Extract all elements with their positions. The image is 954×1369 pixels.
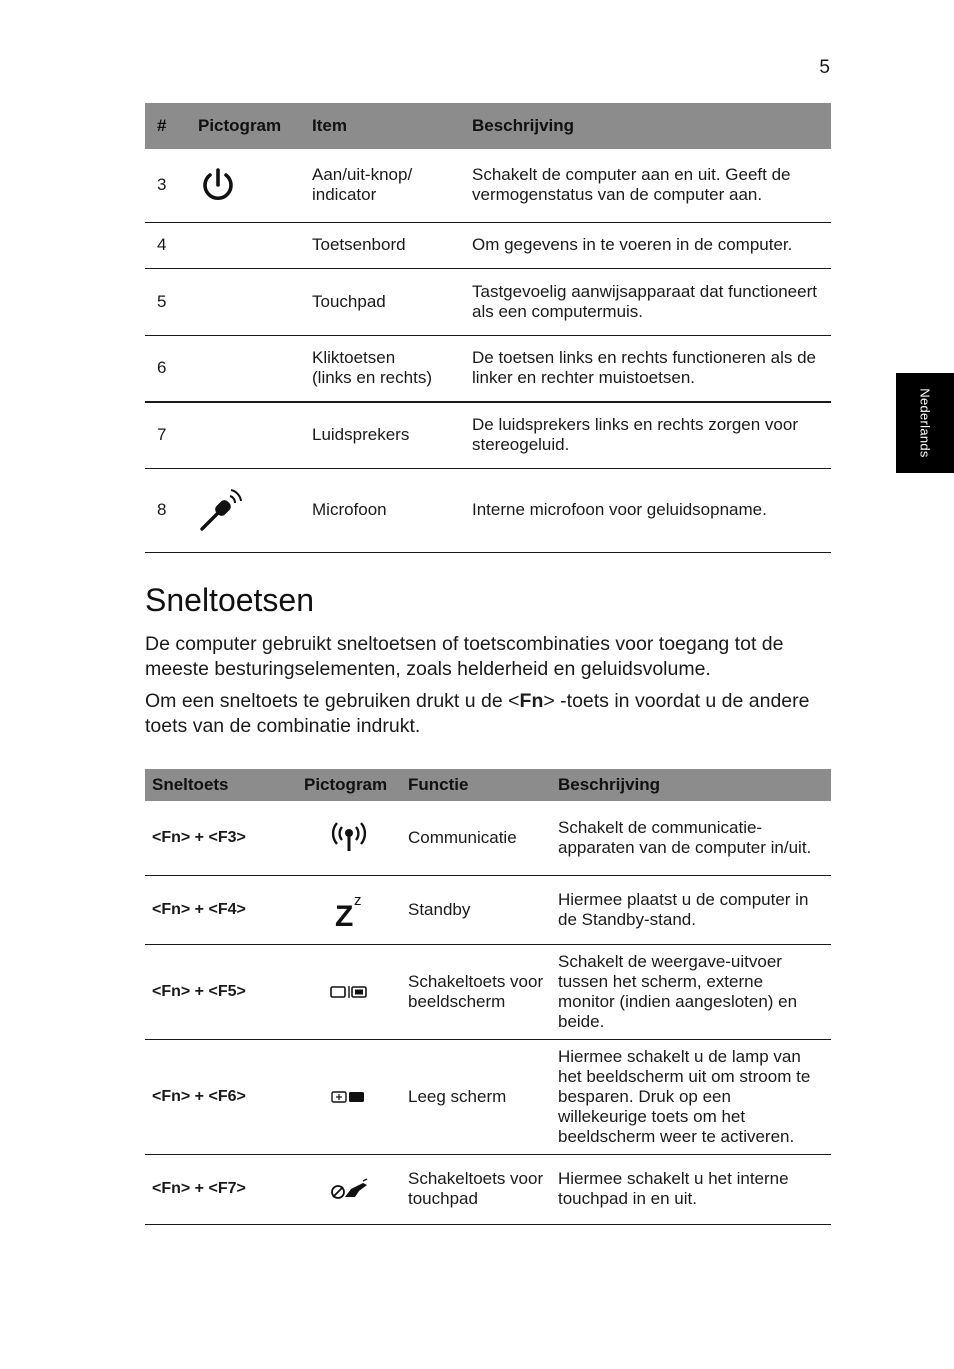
table-row xyxy=(145,1039,831,1154)
row-num: 7 xyxy=(145,402,186,468)
table-header-row xyxy=(145,103,831,149)
row-key: <Fn> + <F7> xyxy=(145,1154,297,1224)
header-icon: Pictogram xyxy=(186,103,300,149)
row-item: Touchpad xyxy=(300,268,460,335)
header-desc: Beschrijving xyxy=(551,769,831,801)
row-func: Standby xyxy=(401,875,551,944)
intro-paragraph: De computer gebruikt sneltoetsen of toetscombinaties voor toegang tot de meeste besturingselementen, zoals helderheid en geluidsvolume. xyxy=(145,633,784,680)
page-number: 5 xyxy=(819,57,830,78)
row-num: 8 xyxy=(145,468,186,552)
row-key: <Fn> + <F5> xyxy=(145,944,297,1039)
row-desc: Schakelt de weergave-uitvoer tussen het scherm, externe monitor (indien aangesloten) en beide. xyxy=(551,944,831,1039)
table-header-row xyxy=(145,769,831,801)
row-num: 5 xyxy=(145,268,186,335)
section-title: Sneltoetsen xyxy=(145,582,315,618)
row-func: Communicatie xyxy=(401,801,551,875)
row-desc: Schakelt de computer aan en uit. Geeft de vermogenstatus van de computer aan. xyxy=(460,149,831,222)
table-row xyxy=(145,1154,831,1224)
table-row xyxy=(145,222,831,268)
row-num: 4 xyxy=(145,222,186,268)
sleep-icon xyxy=(331,891,367,930)
row-key: <Fn> + <F4> xyxy=(145,875,297,944)
instruction-paragraph xyxy=(145,689,845,739)
screen-blank-icon xyxy=(329,1087,369,1106)
table-row xyxy=(145,149,831,222)
row-item: Microfoon xyxy=(300,468,460,552)
row-item: Kliktoetsen (links en rechts) xyxy=(300,335,460,402)
row-key: <Fn> + <F6> xyxy=(145,1039,297,1154)
microphone-icon xyxy=(198,499,248,518)
instruction-text-end: > -toets in voordat u de andere toets van de combinatie indrukt. xyxy=(145,690,810,737)
fn-key-label: Fn xyxy=(519,690,544,712)
row-desc: De luidsprekers links en rechts zorgen voor stereogeluid. xyxy=(460,402,831,468)
touchpad-toggle-icon xyxy=(329,1178,369,1197)
row-desc: Schakelt de communicatie-apparaten van de computer in/uit. xyxy=(551,801,831,875)
svg-text:Z: Z xyxy=(335,899,354,930)
table-row xyxy=(145,944,831,1039)
power-icon xyxy=(198,175,238,194)
row-item: Luidsprekers xyxy=(300,402,460,468)
header-num: # xyxy=(145,103,186,149)
row-desc: De toetsen links en rechts functioneren als de linker en rechter muistoetsen. xyxy=(460,335,831,402)
row-item: Toetsenbord xyxy=(300,222,460,268)
row-func: Schakeltoets voor beeldscherm xyxy=(401,944,551,1039)
row-func: Leeg scherm xyxy=(401,1039,551,1154)
components-table xyxy=(145,103,831,553)
instruction-text-start: Om een sneltoets te gebruiken drukt u de < xyxy=(145,690,520,712)
header-key: Sneltoets xyxy=(145,769,297,801)
row-desc: Interne microfoon voor geluidsopname. xyxy=(460,468,831,552)
svg-text:z: z xyxy=(354,891,362,909)
row-num: 3 xyxy=(145,149,186,222)
table-row xyxy=(145,468,831,552)
header-item: Item xyxy=(300,103,460,149)
language-side-tab xyxy=(896,373,954,473)
row-num: 6 xyxy=(145,335,186,402)
table-row xyxy=(145,801,831,875)
table-row xyxy=(145,268,831,335)
header-func: Functie xyxy=(401,769,551,801)
wireless-icon xyxy=(329,827,369,846)
row-item: Aan/uit-knop/ indicator xyxy=(300,149,460,222)
table-row xyxy=(145,875,831,944)
row-func: Schakeltoets voor touchpad xyxy=(401,1154,551,1224)
header-icon: Pictogram xyxy=(297,769,401,801)
table-row xyxy=(145,402,831,468)
row-key: <Fn> + <F3> xyxy=(145,801,297,875)
header-desc: Beschrijving xyxy=(460,103,831,149)
side-tab-label: Nederlands xyxy=(917,388,933,458)
row-desc: Hiermee schakelt u de lamp van het beeldscherm uit om stroom te besparen. Druk op een willekeurige toets om het beeldscherm weer te activeren. xyxy=(551,1039,831,1154)
hotkeys-table xyxy=(145,769,831,1225)
table-row xyxy=(145,335,831,402)
row-desc: Om gegevens in te voeren in de computer. xyxy=(460,222,831,268)
row-desc: Hiermee schakelt u het interne touchpad in en uit. xyxy=(551,1154,831,1224)
row-desc: Hiermee plaatst u de computer in de Standby-stand. xyxy=(551,875,831,944)
row-desc: Tastgevoelig aanwijsapparaat dat functioneert als een computermuis. xyxy=(460,268,831,335)
display-toggle-icon xyxy=(329,982,369,1001)
